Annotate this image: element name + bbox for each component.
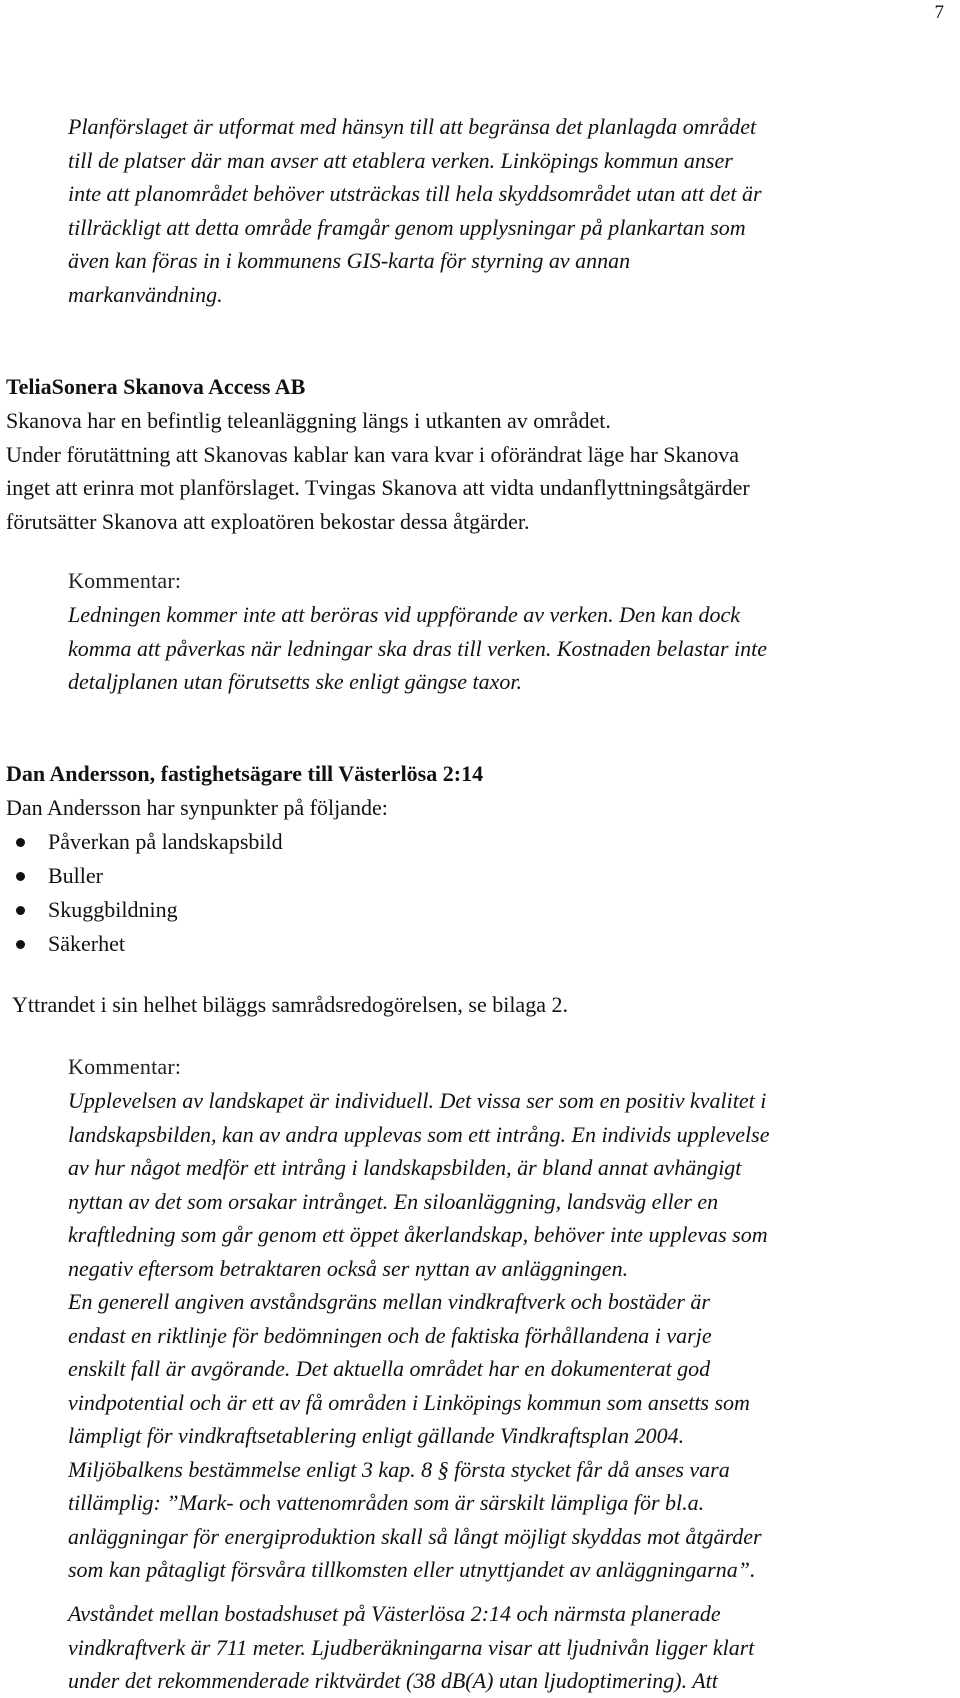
- comment-line: vindpotential och är ett av få områden i Linköpings kommun som ansetts som: [68, 1389, 750, 1415]
- comment-line: nyttan av det som orsakar intrånget. En siloanläggning, landsväg eller en: [68, 1188, 719, 1214]
- comment-line: enskilt fall är avgörande. Det aktuella området har en dokumenterat god: [68, 1356, 711, 1381]
- distance-paragraph: [68, 1597, 953, 1698]
- attachment-note: Yttrandet i sin helhet biläggs samrådsredogörelsen, se bilaga 2.: [12, 992, 568, 1017]
- body-line: Under förutättning att Skanovas kablar kan vara kvar i oförändrat läge har Skanova: [6, 441, 740, 467]
- bullet-icon: [16, 906, 25, 915]
- list-item: Påverkan på landskapsbild: [6, 825, 946, 859]
- list-item: Skuggbildning: [6, 893, 946, 927]
- comment-line: av hur något medför ett intrång i landskapsbilden, är bland annat avhängigt: [68, 1155, 742, 1180]
- comment-line: negativ eftersom betraktaren också ser nyttan av anläggningen.: [68, 1255, 629, 1281]
- comment-line: detaljplanen utan förutsetts ske enligt gängse taxor.: [68, 669, 523, 694]
- synpunkter-list: [6, 825, 946, 961]
- comment-line: landskapsbilden, kan av andra upplevas som ett intrång. En individs upplevelse: [68, 1121, 770, 1147]
- bullet-icon: [16, 940, 25, 949]
- comment-line: kraftledning som går genom ett öppet åkerlandskap, behöver inte upplevas som: [68, 1222, 768, 1247]
- distance-line: Avståndet mellan bostadshuset på Västerlösa 2:14 och närmsta planerade: [68, 1601, 721, 1626]
- comment-line: tillämplig: ”Mark- och vattenområden som är särskilt lämpliga för bl.a.: [68, 1490, 705, 1515]
- comment-line: anläggningar för energiproduktion skall så långt möjligt skyddas mot åtgärder: [68, 1523, 762, 1549]
- comment-line: komma att påverkas när ledningar ska dras till verken. Kostnaden belastar inte: [68, 635, 768, 661]
- intro-line: tillräckligt att detta område framgår genom upplysningar på plankartan som: [68, 214, 746, 240]
- comment-line: En generell angiven avståndsgräns mellan vindkraftverk och bostäder är: [68, 1289, 710, 1314]
- bullet-icon: [16, 872, 25, 881]
- intro-line: inte att planområdet behöver utsträckas till hela skyddsområdet utan att det är: [68, 181, 762, 206]
- andersson-comment: [68, 1050, 953, 1587]
- intro-line: till de platser där man avser att etablera verken. Linköpings kommun anser: [68, 147, 733, 173]
- andersson-intro: Dan Andersson har synpunkter på följande:: [6, 795, 388, 820]
- comment-label: Kommentar:: [68, 1054, 182, 1079]
- intro-line: Planförslaget är utformat med hänsyn till att begränsa det planlagda området: [68, 114, 757, 139]
- body-line: Skanova har en befintlig teleanläggning längs i utkanten av området.: [6, 408, 611, 433]
- comment-line: Upplevelsen av landskapet är individuell. Det vissa ser som en positiv kvalitet i: [68, 1088, 767, 1113]
- list-item: Buller: [6, 859, 946, 893]
- comment-line: Ledningen kommer inte att beröras vid uppförande av verken. Den kan dock: [68, 602, 741, 627]
- telia-comment: [68, 564, 948, 699]
- bullet-icon: [16, 838, 25, 847]
- telia-section: [6, 370, 946, 538]
- comment-line: lämpligt för vindkraftsetablering enligt gällande Vindkraftsplan 2004.: [68, 1423, 685, 1448]
- comment-line: Miljöbalkens bestämmelse enligt 3 kap. 8 § första stycket får då anses vara: [68, 1456, 730, 1482]
- comment-label: Kommentar:: [68, 568, 182, 593]
- section-heading: TeliaSonera Skanova Access AB: [6, 374, 306, 399]
- andersson-section: [6, 757, 946, 961]
- section-heading: Dan Andersson, fastighetsägare till Västerlösa 2:14: [6, 761, 484, 786]
- intro-comment: [68, 110, 948, 311]
- intro-line: även kan föras in i kommunens GIS-karta för styrning av annan: [68, 248, 631, 273]
- body-line: förutsätter Skanova att exploatören bekostar dessa åtgärder.: [6, 508, 530, 534]
- distance-line: under det rekommenderade riktvärdet (38 dB(A) utan ljudoptimering). Att: [68, 1668, 718, 1693]
- comment-line: endast en riktlinje för bedömningen och de faktiska förhållandena i varje: [68, 1322, 712, 1348]
- intro-line: markanvändning.: [68, 281, 223, 307]
- list-item: Säkerhet: [6, 927, 946, 961]
- comment-line: som kan påtagligt försvåra tillkomsten eller utnyttjandet av anläggningarna”.: [68, 1557, 756, 1582]
- page-number: 7: [934, 2, 944, 23]
- body-line: inget att erinra mot planförslaget. Tvingas Skanova att vidta undanflyttningsåtgärder: [6, 475, 750, 500]
- distance-line: vindkraftverk är 711 meter. Ljudberäkningarna visar att ljudnivån ligger klart: [68, 1634, 755, 1660]
